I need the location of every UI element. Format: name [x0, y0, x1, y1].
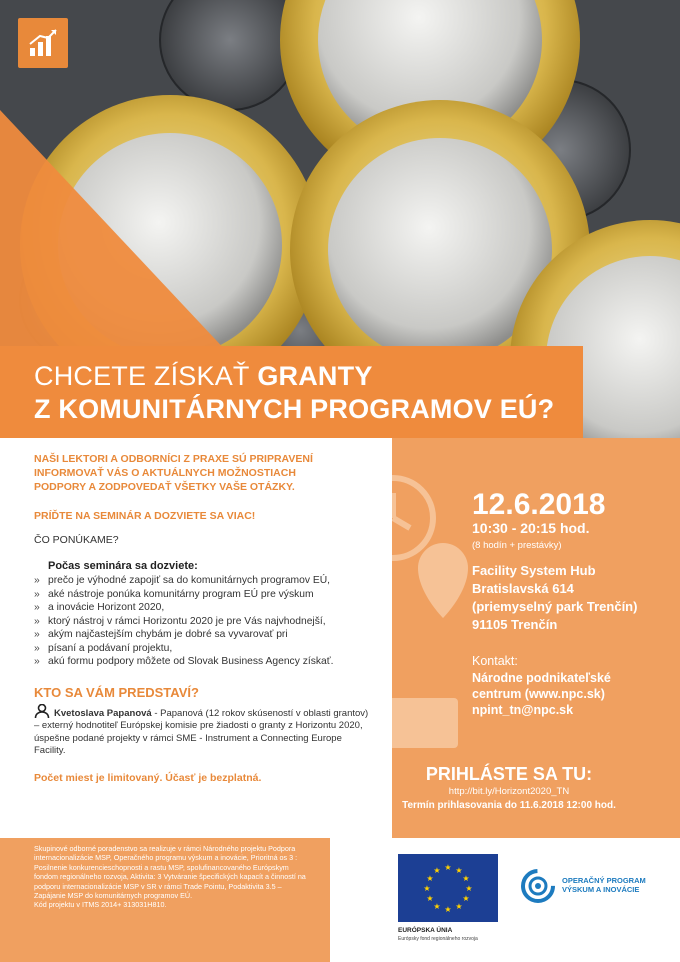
svg-text:★: ★ [433, 866, 441, 875]
chart-logo-icon [18, 18, 68, 68]
op-logo-icon [520, 868, 556, 904]
list-item: » písaní a podávaní projektu, [34, 642, 392, 656]
speaker-info [34, 704, 374, 758]
speaker-description: - Papanová (12 rokov skúseností v oblasti grantov) – externý hodnotiteľ Európskej komisie pre žiadosti o granty z Horizontu 2020, úspešne podané projekty v rámci SME - Instrument a Connecting Europe Facility. [34, 707, 369, 756]
register-link[interactable]: http://bit.ly/Horizont2020_TN [448, 786, 570, 797]
list-item: » aké nástroje ponúka komunitárny program EÚ pre výskum [34, 588, 392, 602]
eu-sub-label: Európsky fond regionálneho rozvoja [398, 936, 478, 942]
speaker-heading: KTO SA VÁM PREDSTAVÍ? [34, 684, 199, 700]
contact-email[interactable]: npint_tn@npc.sk [472, 703, 574, 717]
svg-text:★: ★ [426, 874, 434, 883]
svg-text:★: ★ [462, 894, 470, 903]
svg-text:★: ★ [444, 863, 452, 872]
title-line-1: CHCETE ZÍSKAŤ GRANTY [34, 361, 373, 391]
event-time: 10:30 - 20:15 hod. [472, 520, 590, 536]
cta-text: PRÍĎTE NA SEMINÁR A DOZVIETE SA VIAC! [34, 510, 256, 522]
svg-text:★: ★ [444, 905, 452, 914]
content-column [0, 438, 392, 838]
svg-text:★: ★ [455, 902, 463, 911]
speaker-name: Kvetoslava Papanová [54, 707, 152, 719]
person-icon [34, 704, 50, 718]
svg-text:★: ★ [462, 874, 470, 883]
list-item: » akú formu podpory môžete od Slovak Business Agency získať. [34, 655, 392, 669]
event-date: 12.6.2018 [472, 488, 606, 521]
event-venue: Facility System Hub Bratislavská 614 (priemyselný park Trenčín) 91105 Trenčín [472, 563, 638, 632]
footer-funding-text: Skupinové odborné poradenstvo sa realizuje v rámci Národného projektu Podpora internacionalizácie MSP, Operačného programu výskum a inovácie, Prioritná os 3 : Posilnenie konkurencieschopnosti a rastu MSP, spolufinancovaného Európskym fondom regionálneho rozvoja, Aktivita: 3 Vytváranie špecifických kapacít a činností na podporu internacionalizácie MSP v SR v rámci Trade Pointu, Podaktivita 3.5 – Zapájanie MSP do komunitárnych programov EÚ. Kód projektu v ITMS 2014+ 313031H810. [0, 838, 330, 962]
eu-label: EURÓPSKA ÚNIA [398, 927, 453, 934]
op-program-label: OPERAČNÝ PROGRAM VÝSKUM A INOVÁCIE [562, 876, 646, 894]
list-item: » ktorý nástroj v rámci Horizontu 2020 je pre Vás najvhodnejší, [34, 615, 392, 629]
svg-text:★: ★ [455, 866, 463, 875]
offer-heading: ČO PONÚKAME? [34, 534, 119, 546]
register-deadline: Termín prihlasovania do 11.6.2018 12:00 hod. [402, 800, 616, 811]
footer-logos [330, 838, 680, 962]
contact-label: Kontakt: [472, 654, 518, 668]
contact-website[interactable]: centrum (www.npc.sk) [472, 687, 605, 701]
learn-heading: Počas seminára sa dozviete: [48, 560, 198, 572]
list-item: » a inovácie Horizont 2020, [34, 601, 392, 615]
svg-text:★: ★ [465, 884, 473, 893]
svg-text:★: ★ [433, 902, 441, 911]
title-line-2: Z KOMUNITÁRNYCH PROGRAMOV EÚ? [34, 394, 555, 424]
svg-text:★: ★ [423, 884, 431, 893]
event-hours: (8 hodín + prestávky) [472, 540, 562, 551]
intro-text: NAŠI LEKTORI A ODBORNÍCI Z PRAXE SÚ PRIPRAVENÍ INFORMOVAŤ VÁS O AKTUÁLNYCH MOŽNOSTIACH PODPORY A ZODPOVEDAŤ VŠETKY VAŠE OTÁZKY. [34, 453, 313, 493]
list-item: » akým najčastejším chybám je dobré sa vyvarovať pri [34, 628, 392, 642]
limited-note: Počet miest je limitovaný. Účasť je bezplatná. [34, 771, 262, 784]
register-heading: PRIHLÁSTE SA TU: [425, 764, 593, 784]
svg-text:★: ★ [426, 894, 434, 903]
title-banner [0, 346, 583, 438]
eu-flag-icon [398, 854, 498, 922]
contact-info: Národne podnikateľské centrum (www.npc.sk) npint_tn@npc.sk [472, 671, 611, 717]
list-item: » prečo je výhodné zapojiť sa do komunitárnych programov EÚ, [34, 574, 392, 588]
benefit-list [34, 574, 392, 669]
